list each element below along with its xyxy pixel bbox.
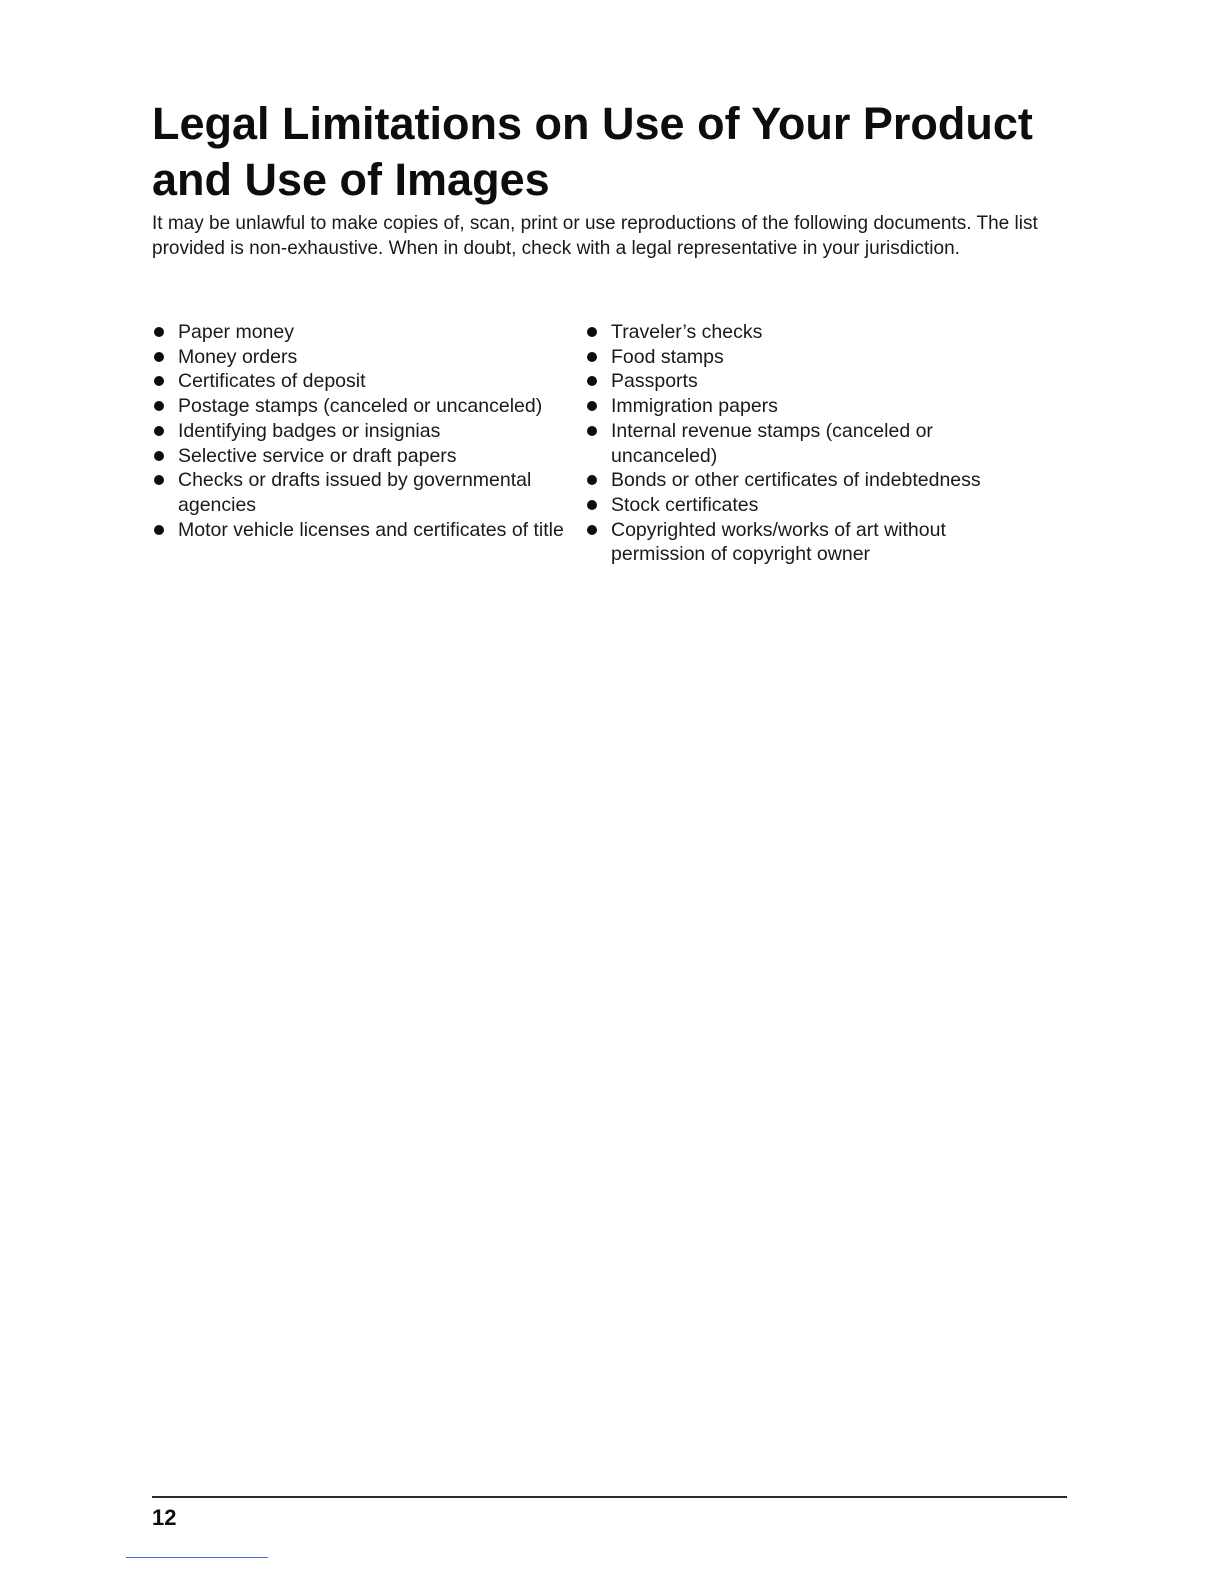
list-item-text: Immigration papers <box>611 395 778 418</box>
list-item <box>585 419 1025 468</box>
bullet-icon <box>154 475 164 485</box>
page-title: Legal Limitations on Use of Your Product and Use of Images <box>152 98 1033 205</box>
list-item <box>585 394 1025 419</box>
bullet-icon <box>154 426 164 436</box>
list-item-text: Food stamps <box>611 345 724 368</box>
list-item-text: Bonds or other certificates of indebtedness <box>611 469 981 492</box>
list-item <box>152 394 592 419</box>
list-item-text: Paper money <box>178 321 294 343</box>
list-item <box>152 444 592 469</box>
list-item <box>585 345 1025 370</box>
bullet-icon <box>587 475 597 485</box>
list-item-text: Passports <box>611 370 698 393</box>
list-item <box>585 518 1025 567</box>
page-number: 12 <box>152 1505 177 1530</box>
list-item-text: Copyrighted works/works of art without permission of copyright owner <box>611 518 946 566</box>
list-item <box>152 320 592 345</box>
restricted-documents-list-left <box>152 320 592 542</box>
list-item-text: Checks or drafts issued by governmental agencies <box>178 469 532 516</box>
list-item <box>585 493 1025 518</box>
list-item <box>152 345 592 370</box>
bullet-icon <box>154 451 164 461</box>
list-item <box>152 518 592 543</box>
scan-edge-line <box>126 1557 268 1558</box>
bullet-icon <box>154 525 164 535</box>
list-item-text: Money orders <box>178 345 298 368</box>
list-item-text: Postage stamps (canceled or uncanceled) <box>178 395 543 418</box>
list-item <box>585 369 1025 394</box>
list-item-text: Motor vehicle licenses and certificates of title <box>178 518 564 541</box>
bullet-icon <box>587 426 597 436</box>
bullet-icon <box>587 376 597 386</box>
bullet-icon <box>587 500 597 510</box>
list-item <box>152 419 592 444</box>
list-item-text: Selective service or draft papers <box>178 444 457 467</box>
list-item <box>585 320 1025 345</box>
bullet-icon <box>587 525 597 535</box>
bullet-icon <box>587 352 597 362</box>
list-item-text: Internal revenue stamps (canceled or uncanceled) <box>611 419 933 467</box>
bullet-icon <box>154 352 164 362</box>
bullet-icon <box>587 401 597 411</box>
list-item <box>152 369 592 394</box>
bullet-icon <box>154 376 164 386</box>
bullet-icon <box>154 327 164 337</box>
list-item-text: Traveler’s checks <box>611 321 763 343</box>
bullet-icon <box>587 327 597 337</box>
restricted-documents-list-right <box>585 320 1025 567</box>
list-item <box>585 468 1025 493</box>
list-item-text: Stock certificates <box>611 493 759 516</box>
list-item-text: Identifying badges or insignias <box>178 419 441 442</box>
list-item-text: Certificates of deposit <box>178 370 366 393</box>
footer-rule <box>152 1496 1067 1498</box>
bullet-icon <box>154 401 164 411</box>
intro-paragraph: It may be unlawful to make copies of, scan, print or use reproductions of the following documents. The list provided is non-exhaustive. When in doubt, check with a legal representative in your jurisdiction. <box>152 213 1038 259</box>
list-item <box>152 468 592 517</box>
